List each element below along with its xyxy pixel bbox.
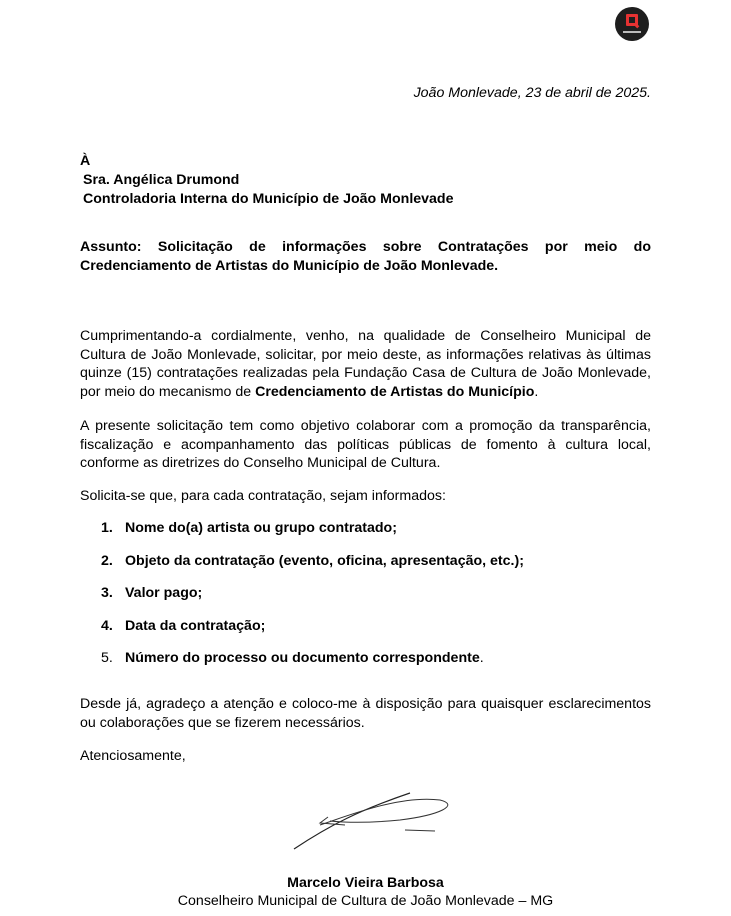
list-item	[101, 553, 524, 586]
logo-wordmark	[623, 31, 641, 33]
list-number: 2.	[101, 552, 113, 569]
q-logo-icon	[626, 14, 638, 26]
list-number: 4.	[101, 617, 113, 634]
signature-image	[290, 785, 460, 855]
intro-text: Cumprimentando-a cordialmente, venho, na qualidade de Conselheiro Municipal de Cultura de João Monlevade, solicitar, por meio deste, as informações relativas às últimas quinze (15) contratações realizadas pela Fundação Casa de Cultura de João Monlevade, por meio do mecanismo de	[80, 328, 651, 400]
closing: Atenciosamente,	[80, 748, 186, 764]
list-text: Data da contratação;	[125, 617, 266, 634]
paragraph-objective: A presente solicitação tem como objetivo colaborar com a promoção da transparência, fiscalização e acompanhamento das políticas públicas de fomento à cultura local, conforme as diretrizes do Conselho Municipal de Cultura.	[80, 418, 651, 471]
list-text: Número do processo ou documento correspondente	[125, 650, 480, 666]
paragraph-introduction	[80, 327, 651, 401]
organization-logo	[615, 7, 649, 41]
list-number: 1.	[101, 520, 113, 536]
list-item	[101, 520, 524, 553]
signer-block	[0, 874, 731, 910]
subject-line-2: Credenciamento de Artistas do Município de João Monlevade.	[80, 258, 499, 274]
list-item	[101, 585, 524, 618]
list-text: Nome do(a) artista ou grupo contratado;	[125, 520, 397, 536]
list-number: 5.	[101, 650, 113, 666]
list-text-end: .	[479, 650, 484, 666]
recipient-block	[80, 152, 453, 209]
recipient-organization: Controladoria Interna do Município de João Monlevade	[83, 191, 454, 207]
recipient-name: Sra. Angélica Drumond	[83, 172, 240, 188]
list-number: 3.	[101, 585, 113, 601]
intro-end: .	[534, 383, 539, 400]
signer-title: Conselheiro Municipal de Cultura de João Monlevade – MG	[177, 893, 554, 909]
intro-bold-text: Credenciamento de Artistas do Município	[255, 383, 535, 400]
list-text: Valor pago;	[125, 585, 203, 601]
subject-line-1: Assunto: Solicitação de informações sobre Contratações por meio do	[80, 239, 651, 255]
date-line: João Monlevade, 23 de abril de 2025.	[413, 85, 651, 101]
list-text: Objeto da contratação (evento, oficina, apresentação, etc.);	[125, 552, 524, 569]
signer-name: Marcelo Vieira Barbosa	[287, 875, 444, 891]
requested-info-list	[101, 520, 524, 683]
list-item	[101, 650, 524, 683]
paragraph-thanks: Desde já, agradeço a atenção e coloco-me à disposição para quaisquer esclarecimentos ou colaborações que se fizerem necessários.	[80, 696, 651, 731]
salutation: À	[80, 153, 91, 169]
subject-line	[80, 238, 651, 276]
paragraph-request: Solicita-se que, para cada contratação, sejam informados:	[80, 488, 446, 504]
list-item	[101, 618, 524, 651]
